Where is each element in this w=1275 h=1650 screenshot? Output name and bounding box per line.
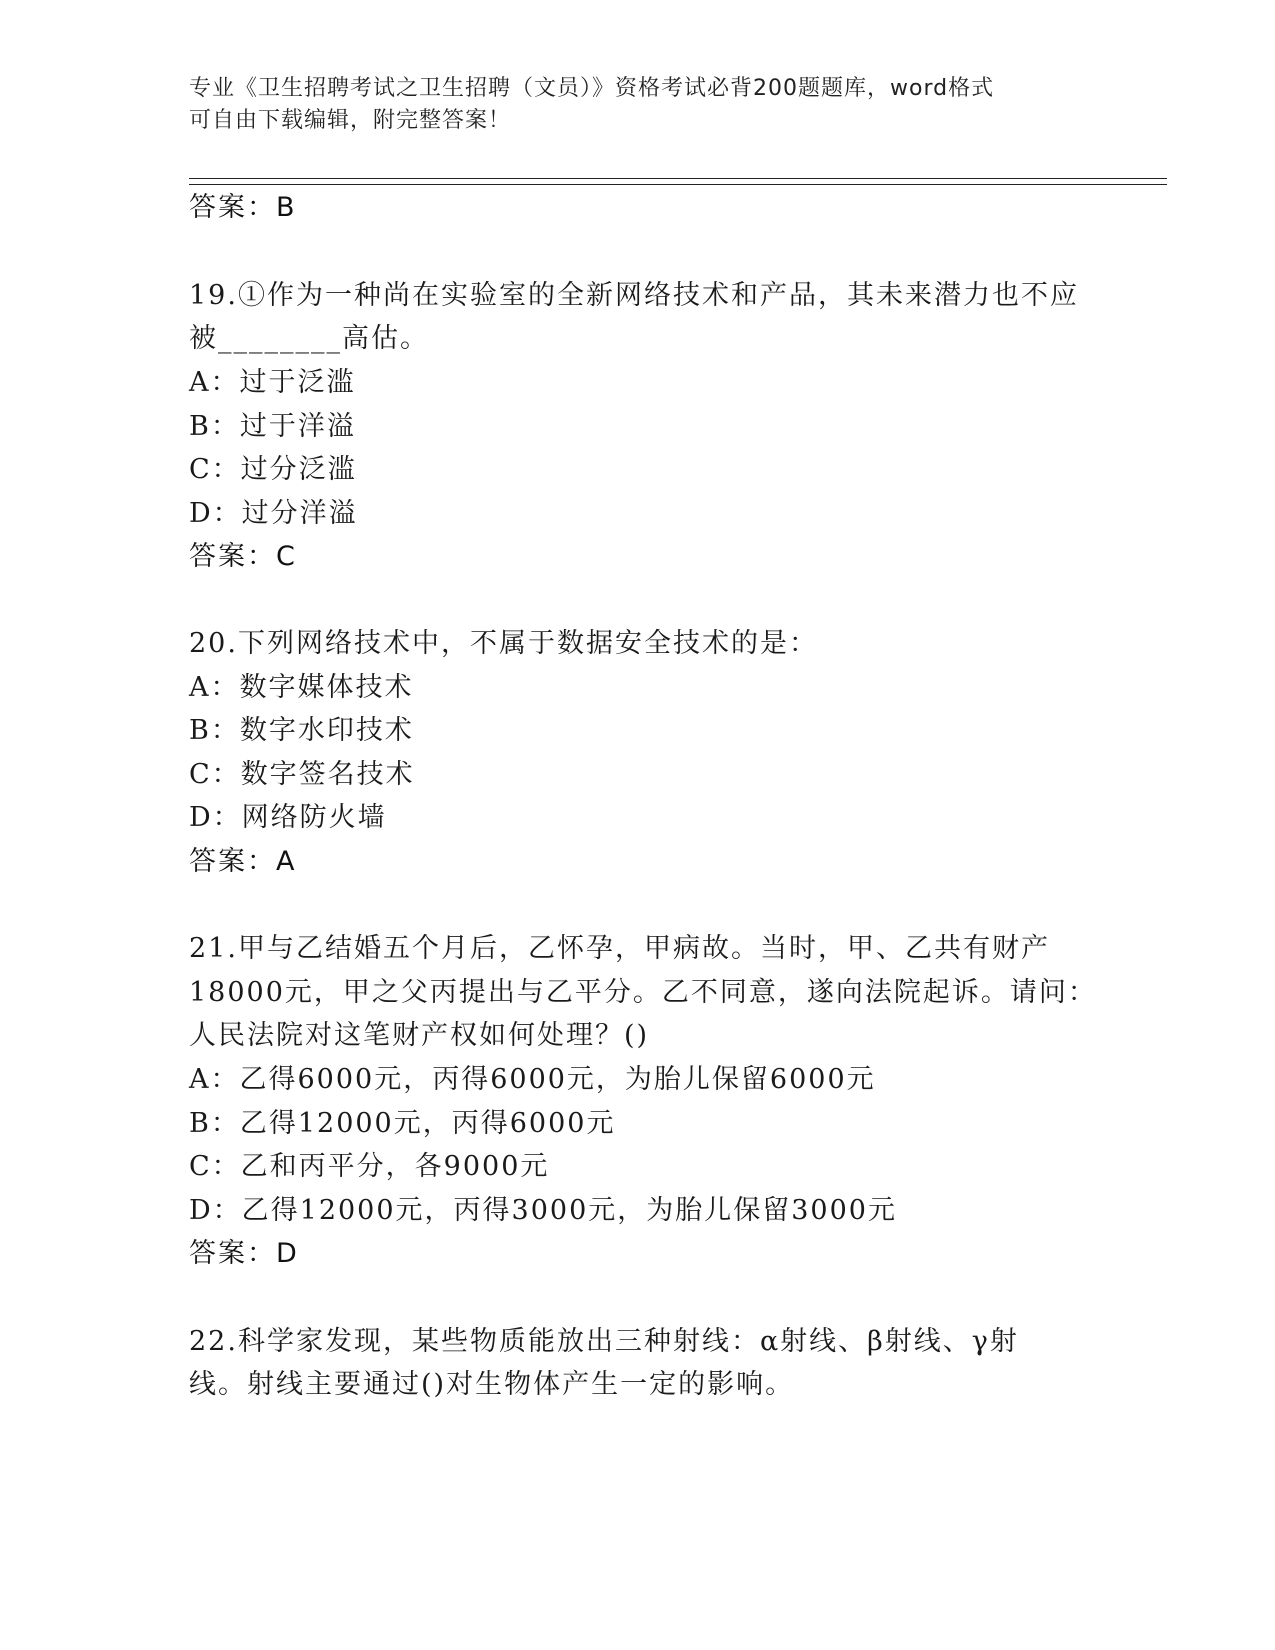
header-line-1: 专业《卫生招聘考试之卫生招聘（文员）》资格考试必背200题题库，word格式 <box>189 76 995 101</box>
question-20-option-d: D：网络防火墙 <box>189 802 387 833</box>
question-20-stem-line-1: 20.下列网络技术中，不属于数据安全技术的是： <box>189 628 818 659</box>
question-21-stem-line-1: 21.甲与乙结婚五个月后，乙怀孕，甲病故。当时，甲、乙共有财产 <box>189 933 1050 964</box>
question-19-answer: 答案：C <box>189 541 297 572</box>
question-19-option-c: C：过分泛滥 <box>189 454 357 485</box>
question-20-option-c: C：数字签名技术 <box>189 759 415 790</box>
answer-prev: 答案：B <box>189 192 297 223</box>
question-20-option-a: A：数字媒体技术 <box>189 672 414 703</box>
question-19-option-d: D：过分洋溢 <box>189 498 358 529</box>
question-21-option-c: C：乙和丙平分，各9000元 <box>189 1151 550 1182</box>
question-19-option-a: A：过于泛滥 <box>189 367 356 398</box>
question-21-option-d: D：乙得12000元，丙得3000元，为胎儿保留3000元 <box>189 1195 897 1226</box>
question-21-answer: 答案：D <box>189 1238 299 1269</box>
question-22-stem-line-1: 22.科学家发现，某些物质能放出三种射线：α射线、β射线、γ射 <box>189 1326 1019 1357</box>
header-divider <box>189 178 1167 185</box>
question-19-option-b: B：过于洋溢 <box>189 411 356 442</box>
question-21-stem-line-2: 18000元，甲之父丙提出与乙平分。乙不同意，遂向法院起诉。请问： <box>189 977 1097 1008</box>
page-header <box>189 73 1089 137</box>
question-22-stem-line-2: 线。射线主要通过()对生物体产生一定的影响。 <box>189 1369 795 1400</box>
header-line-2: 可自由下载编辑，附完整答案！ <box>189 108 512 133</box>
question-21-option-b: B：乙得12000元，丙得6000元 <box>189 1108 616 1139</box>
question-20-option-b: B：数字水印技术 <box>189 715 414 746</box>
question-19-stem-line-1: 19.①作为一种尚在实验室的全新网络技术和产品，其未来潜力也不应 <box>189 280 1079 311</box>
question-20-answer: 答案：A <box>189 846 297 877</box>
question-21-stem-line-3: 人民法院对这笔财产权如何处理？() <box>189 1020 650 1051</box>
question-21-option-a: A：乙得6000元，丙得6000元，为胎儿保留6000元 <box>189 1064 876 1095</box>
question-19-stem-line-2: 被________高估。 <box>189 323 429 354</box>
